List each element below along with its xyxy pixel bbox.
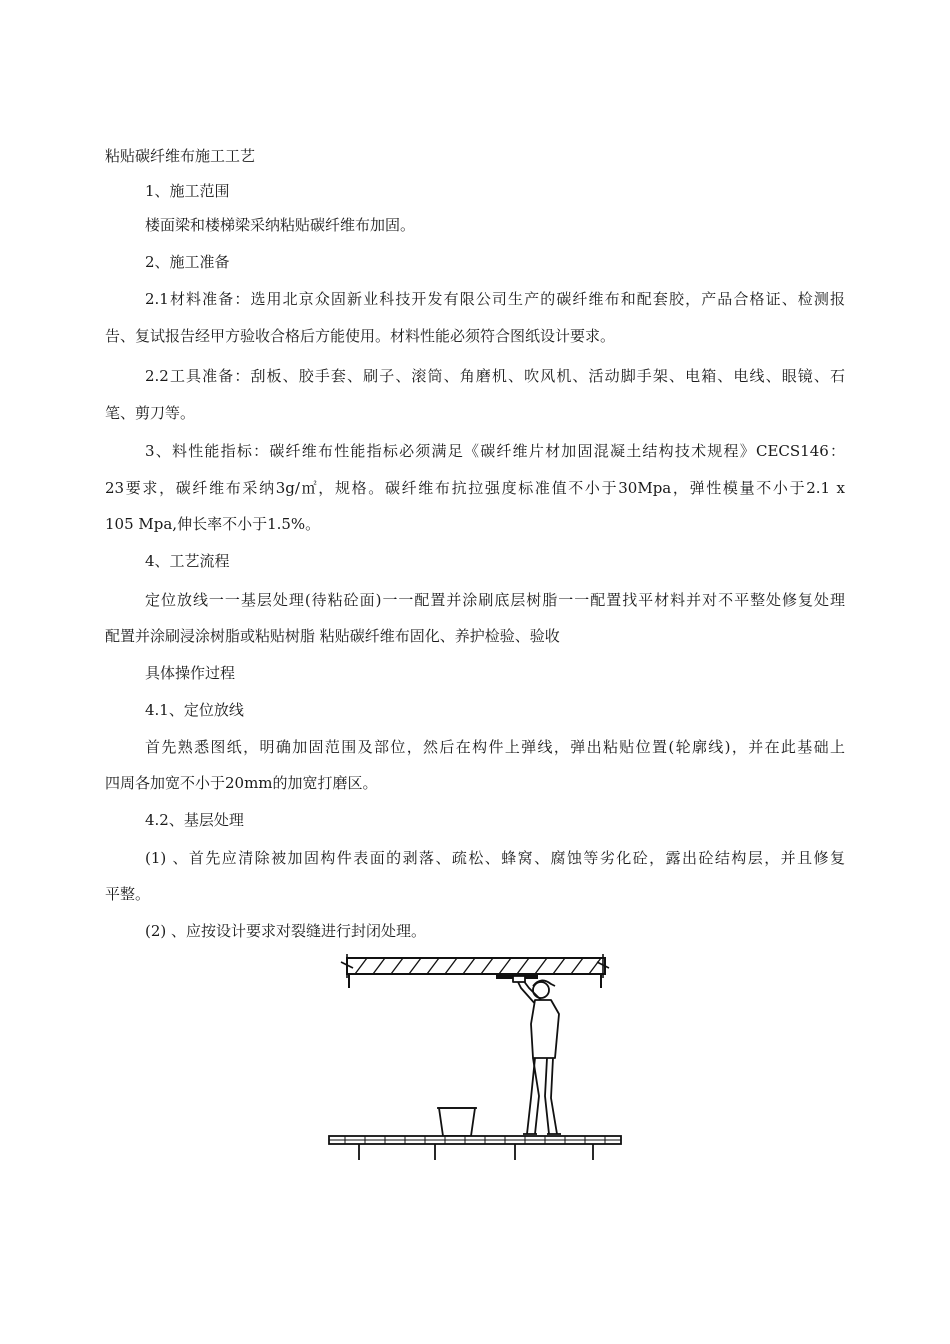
worker-on-scaffold-illustration: [325, 948, 625, 1160]
scaffold: [329, 1136, 621, 1160]
section-4-2-item-1-line-2: 平整。: [105, 885, 151, 903]
section-4-2-item-2: (2) 、应按设计要求对裂缝进行封闭处理。: [145, 922, 427, 940]
section-2-2-line-1: 2.2工具准备：刮板、胶手套、刷子、滚筒、角磨机、吹风机、活动脚手架、电箱、电线、眼镜、石: [145, 367, 845, 385]
section-2-1-line-2: 告、复试报告经甲方验收合格后方能使用。材料性能必须符合图纸设计要求。: [105, 327, 616, 345]
section-4-heading: 4、工艺流程: [145, 552, 230, 570]
section-1-heading: 1、施工范围: [145, 182, 230, 200]
worker: [513, 976, 561, 1134]
section-2-2-line-2: 笔、剪刀等。: [105, 404, 196, 422]
beam: [341, 954, 609, 988]
section-4-2-item-1-line-1: (1) 、首先应清除被加固构件表面的剥落、疏松、蜂窝、腐蚀等劣化砼，露出砼结构层，并且修复: [145, 849, 845, 867]
section-3-line-1: 3、料性能指标：碳纤维布性能指标必须满足《碳纤维片材加固混凝土结构技术规程》CECS146：: [145, 442, 845, 460]
section-2-1-line-1: 2.1材料准备：选用北京众固新业科技开发有限公司生产的碳纤维布和配套胶，产品合格证、检测报: [145, 290, 845, 308]
section-3-line-2: 23要求，碳纤维布采纳3g/㎡，规格。碳纤维布抗拉强度标准值不小于30Mpa，弹性模量不小于2.1 x: [105, 479, 845, 497]
section-3-line-3: 105 Mpa,伸长率不小于1.5%。: [105, 515, 321, 533]
bucket: [437, 1108, 477, 1136]
section-1-text: 楼面梁和楼梯梁采纳粘贴碳纤维布加固。: [145, 216, 416, 234]
section-4-2-heading: 4.2、基层处理: [145, 811, 244, 829]
section-4-1-heading: 4.1、定位放线: [145, 701, 244, 719]
process-flow-line-1: 定位放线一一基层处理(待粘砼面)一一配置并涂刷底层树脂一一配置找平材料并对不平整处修复处理: [145, 591, 845, 609]
section-2-heading: 2、施工准备: [145, 253, 230, 271]
document-title: 粘贴碳纤维布施工工艺: [105, 147, 256, 165]
process-subheading: 具体操作过程: [145, 664, 236, 682]
section-4-1-line-2: 四周各加宽不小于20mm的加宽打磨区。: [105, 774, 378, 792]
process-flow-line-2: 配置并涂刷浸涂树脂或粘贴树脂 粘贴碳纤维布固化、养护检验、验收: [105, 627, 560, 645]
section-4-1-line-1: 首先熟悉图纸，明确加固范围及部位，然后在构件上弹线，弹出粘贴位置(轮廓线)，并在此基础上: [145, 738, 845, 756]
